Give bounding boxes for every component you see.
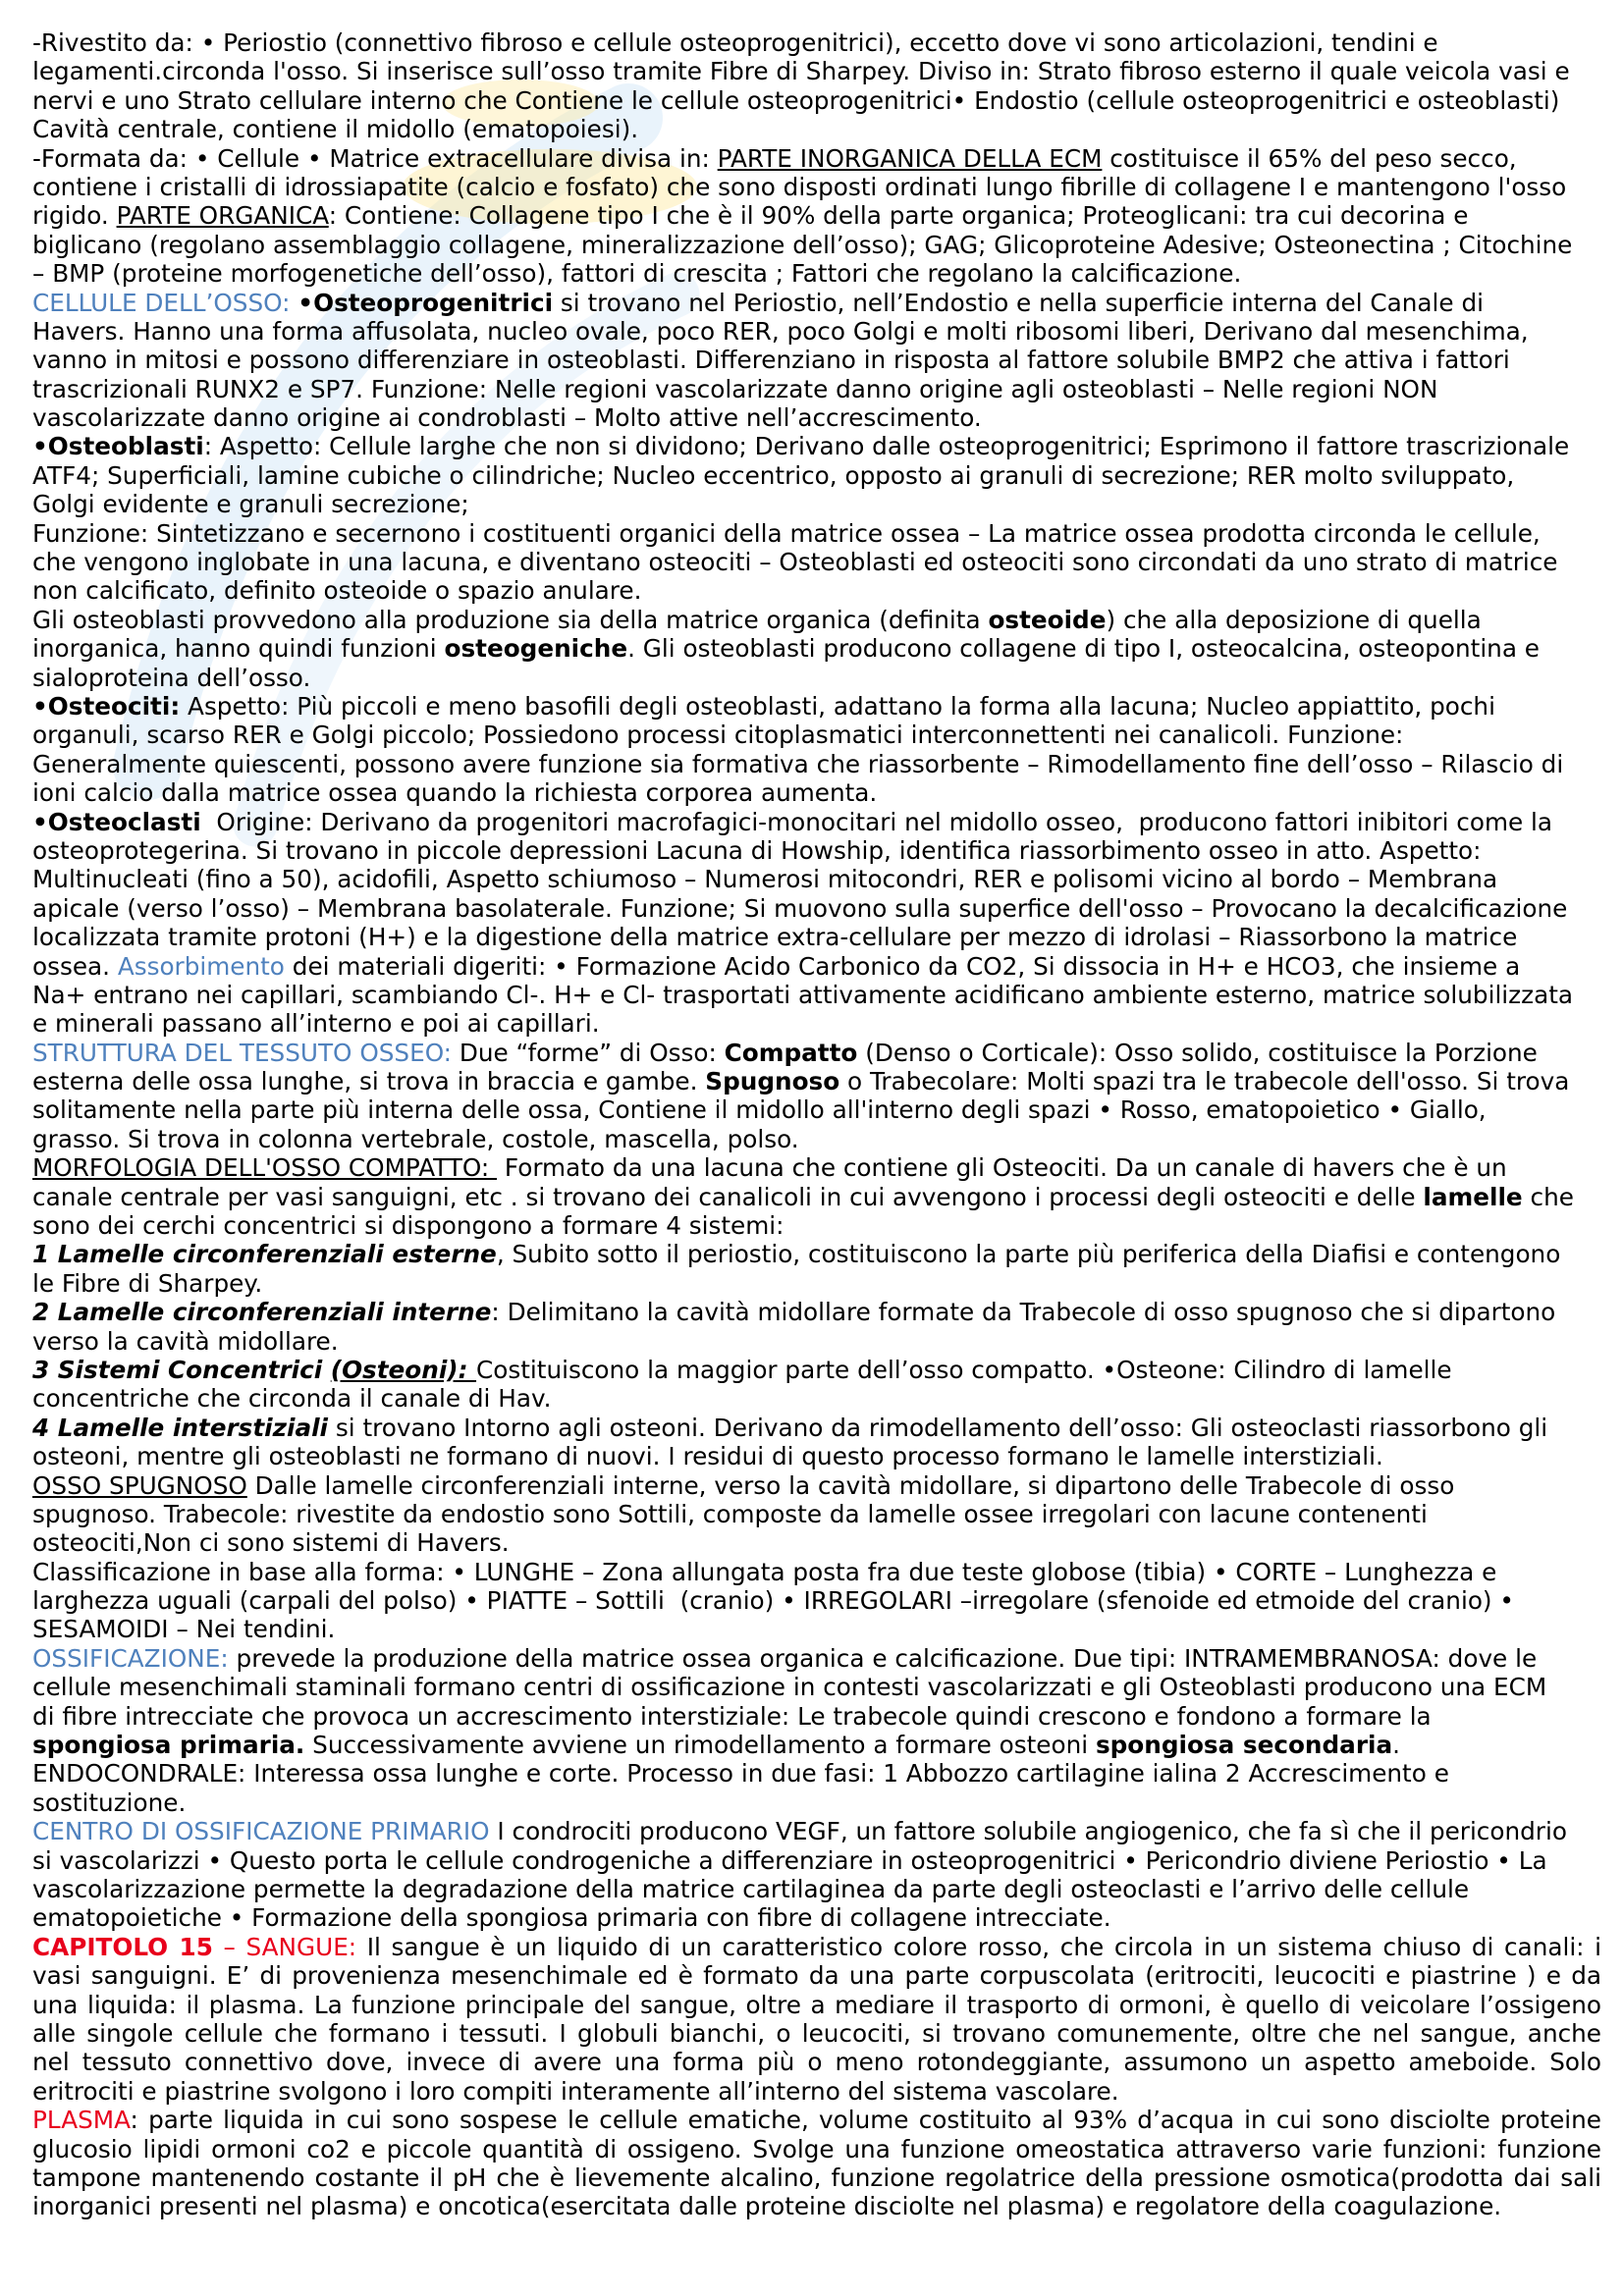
- text-run: cellule mesenchimali staminali formano centri di ossificazione in contesti vascolarizzati e gli Osteoblasti producono una ECM: [32, 1673, 1547, 1702]
- text-line: [32, 1558, 1601, 1586]
- text-run: si vascolarizzi • Questo porta le cellule condrogeniche a differenziare in osteoprogenitrici • Pericondrio diviene Periostio • La: [32, 1845, 1547, 1875]
- text-line: [32, 606, 1601, 634]
- text-line: [32, 1528, 1601, 1557]
- text-run: che: [1522, 1182, 1574, 1211]
- text-line: [32, 519, 1601, 548]
- text-run: tampone mantenendo costante il pH che è lievemente alcalino, funzione regolatrice della pressione osmotica(prodotta dai sali: [32, 2163, 1601, 2192]
- section-heading: STRUTTURA DEL TESSUTO OSSEO:: [32, 1038, 453, 1067]
- text-run: Aspetto: Più piccoli e meno basofili degli osteoblasti, adattano la forma alla lacuna; Nucleo appiattito, pochi: [180, 691, 1495, 721]
- text-run: – BMP (proteine morfogenetiche dell’osso), fattori di crescita ; Fattori che regolano la calcificazione.: [32, 259, 1242, 289]
- text-run: Gli osteoblasti provvedono alla produzione sia della matrice organica (definita: [32, 605, 989, 634]
- text-run: di fibre intrecciate che provoca un accrescimento interstiziale: Le trabecole quindi crescono e fondono a formare la: [32, 1701, 1432, 1731]
- text-run: prevede la produzione della matrice ossea organica e calcificazione. Due tipi: INTRAMEMBRANOSA: dove le: [228, 1643, 1538, 1673]
- text-line: [32, 115, 1601, 143]
- text-run: ioni calcio dalla matrice ossea quando la richiesta corporea aumenta.: [32, 778, 878, 808]
- underlined-heading: PARTE INORGANICA DELLA ECM: [717, 143, 1103, 173]
- text-run: organuli, scarso RER e Golgi piccolo; Possiedono processi citoplasmatici interconnettenti nei canalicoli. Funzione:: [32, 721, 1404, 750]
- text-line: [32, 461, 1601, 490]
- bold-term: •Osteoblasti: [32, 432, 204, 461]
- bold-term: Spugnoso: [705, 1067, 840, 1096]
- text-line: [32, 1817, 1601, 1845]
- text-line: [32, 403, 1601, 432]
- text-run: non calcificato, definito osteoide o spazio anulare.: [32, 576, 642, 606]
- text-line: [32, 1789, 1601, 1817]
- text-run: osteoni, mentre gli osteoblasti ne formano di nuovi. I residui di questo processo formano le lamelle interstiziali.: [32, 1442, 1383, 1471]
- text-line: [32, 1471, 1601, 1500]
- chapter-heading: – SANGUE:: [212, 1932, 357, 1961]
- text-line: [32, 1500, 1601, 1528]
- text-line: [32, 808, 1601, 836]
- chapter-number: CAPITOLO 15: [32, 1932, 213, 1961]
- lamella-system-title: 2 Lamelle circonferenziali interne: [32, 1298, 492, 1327]
- text-run: si trovano nel Periostio, nell’Endostio e nella superficie interna del Canale di: [553, 288, 1484, 317]
- text-line: [32, 2192, 1601, 2220]
- text-line: [32, 375, 1601, 403]
- text-line: [32, 1673, 1601, 1701]
- text-run: Dalle lamelle circonferenziali interne, verso la cavità midollare, si dipartono delle Trabecole di osso: [246, 1470, 1455, 1500]
- text-line: [32, 2019, 1601, 2048]
- text-line: [32, 231, 1601, 259]
- chapter-heading: PLASMA: [32, 2106, 131, 2135]
- text-line: [32, 28, 1601, 57]
- text-run: ENDOCONDRALE: Interessa ossa lunghe e corte. Processo in due fasi: 1 Abbozzo cartilagine ialina 2 Accrescimento e: [32, 1759, 1449, 1789]
- text-run: ematopoietiche • Formazione della spongiosa primaria con fibre di collagene intrecciate.: [32, 1903, 1111, 1933]
- text-run: I condrociti producono VEGF, un fattore solubile angiogenico, che fa sì che il pericondrio: [489, 1817, 1567, 1846]
- text-line: [32, 2048, 1601, 2076]
- text-line: [32, 317, 1601, 346]
- text-run: Classificazione in base alla forma: • LUNGHE – Zona allungata posta fra due teste globose (tibia) • CORTE – Lunghezza e: [32, 1557, 1497, 1586]
- text-run: rigido.: [32, 201, 117, 231]
- text-run: trascrizionali RUNX2 e SP7. Funzione: Nelle regioni vascolarizzate danno origine agli osteoblasti – Nelle regioni NON: [32, 374, 1438, 403]
- text-run: osteociti,Non ci sono sistemi di Havers.: [32, 1528, 510, 1558]
- lamella-system-title: (Osteoni):: [330, 1355, 477, 1384]
- text-line: [32, 259, 1601, 288]
- bold-term: •Osteoclasti: [32, 807, 201, 836]
- text-line: [32, 490, 1601, 518]
- text-line: [32, 1211, 1601, 1240]
- text-run: localizzata tramite protoni (H+) e la digestione della matrice extra-cellulare per mezzo di idrolasi – Riassorbono la matrice: [32, 923, 1518, 952]
- text-line: [32, 1039, 1601, 1067]
- text-line: [32, 346, 1601, 374]
- text-run: inorganici presenti nel plasma) e oncotica(esercitata dalle proteine disciolte nel plasma) e regolatore della coagulazione.: [32, 2192, 1502, 2221]
- text-run: : parte liquida in cui sono sospese le cellule ematiche, volume costituito al 93% d’acqua in cui sono disciolte proteine: [130, 2106, 1601, 2135]
- text-line: [32, 981, 1601, 1009]
- section-heading: OSSIFICAZIONE:: [32, 1643, 229, 1673]
- text-line: [32, 201, 1601, 230]
- text-run: .: [1392, 1731, 1400, 1760]
- bold-term: osteoide: [988, 605, 1107, 634]
- text-run: biglicano (regolano assemblaggio collagene, mineralizzazione dell’osso); GAG; Glicoproteine Adesive; Osteonectina ; Citochine: [32, 230, 1573, 259]
- lamella-system-title: 4 Lamelle interstiziali: [32, 1413, 329, 1442]
- text-line: [32, 1846, 1601, 1875]
- text-run: , Subito sotto il periostio, costituiscono la parte più periferica della Diafisi e contengono: [496, 1240, 1561, 1269]
- lamella-system-title: 1 Lamelle circonferenziali esterne: [32, 1240, 497, 1269]
- text-line: [32, 1731, 1601, 1759]
- text-run: e minerali passano all’interno e poi ai capillari.: [32, 1009, 600, 1039]
- underlined-heading: PARTE ORGANICA: [116, 201, 329, 231]
- text-run: SESAMOIDI – Nei tendini.: [32, 1615, 336, 1644]
- text-run: Cavità centrale, contiene il midollo (ematopoiesi).: [32, 115, 639, 144]
- text-run: . Gli osteoblasti producono collagene di tipo I, osteocalcina, osteopontina e: [627, 634, 1540, 664]
- text-line: [32, 548, 1601, 576]
- text-line: [32, 2163, 1601, 2192]
- bold-term: Compatto: [724, 1038, 858, 1067]
- text-run: : Contiene: Collagene tipo I che è il 90% della parte organica; Proteoglicani: tra cui decorina e: [328, 201, 1469, 231]
- text-run: Na+ entrano nei capillari, scambiando Cl-. H+ e Cl- trasportati attivamente acidificano ambiente esterno, matrice solubilizzata: [32, 980, 1574, 1009]
- text-run: costituisce il 65% del peso secco,: [1102, 143, 1517, 173]
- lamella-system-title: 3 Sistemi Concentrici: [32, 1355, 331, 1384]
- text-line: [32, 1125, 1601, 1153]
- text-line: [32, 173, 1601, 201]
- text-run: ATF4; Superficiali, lamine cubiche o cilindriche; Nucleo eccentrico, opposto ai granuli di secrezione; RER molto sviluppato,: [32, 460, 1515, 490]
- text-line: [32, 1933, 1601, 1961]
- text-run: Successivamente avviene un rimodellamento a formare osteoni: [304, 1731, 1096, 1760]
- text-run: eritrociti e piastrine svolgono i loro compiti interamente all’interno del sistema vascolare.: [32, 2076, 1119, 2106]
- text-line: [32, 1240, 1601, 1268]
- text-line: [32, 1298, 1601, 1326]
- text-line: [32, 1183, 1601, 1211]
- text-run: che vengono inglobate in una lacuna, e diventano osteociti – Osteoblasti ed osteociti sono circondati da uno strato di matrice: [32, 548, 1558, 577]
- text-line: [32, 2077, 1601, 2106]
- text-run: vascolarizzazione permette la degradazione della matrice cartilaginea da parte degli osteoclasti e l’arrivo delle cellule: [32, 1875, 1470, 1903]
- text-run: ) che alla deposizione di quella: [1106, 605, 1482, 634]
- text-run: si trovano Intorno agli osteoni. Derivano da rimodellamento dell’osso: Gli osteoclasti riassorbono gli: [328, 1413, 1548, 1442]
- text-run: canale centrale per vasi sanguigni, etc . si trovano dei canalicoli in cui avvengono i processi degli osteociti e delle: [32, 1182, 1424, 1211]
- underlined-heading: OSSO SPUGNOSO: [32, 1470, 247, 1500]
- text-run: nel tessuto connettivo dove, invece di avere una forma più o meno rotondeggiante, assumono un aspetto ameboide. Solo: [32, 2048, 1601, 2077]
- text-run: (Denso o Corticale): Osso solido, costituisce la Porzione: [857, 1038, 1538, 1067]
- text-run: dei materiali digeriti: • Formazione Acido Carbonico da CO2, Si dissocia in H+ e HCO3, che insieme a: [284, 951, 1521, 981]
- text-run: Multinucleati (fino a 50), acidofili, Aspetto schiumoso – Numerosi mitocondri, RER e polisomi vicino al bordo – Membrana: [32, 865, 1498, 894]
- text-run: concentriche che circonda il canale di Hav.: [32, 1384, 552, 1414]
- text-run: ossea.: [32, 951, 118, 981]
- text-run: osteoprotegerina. Si trovano in piccole depressioni Lacuna di Howship, identifica riassorbimento osseo in atto. Aspetto:: [32, 835, 1482, 865]
- text-line: [32, 1269, 1601, 1298]
- text-run: una liquida: il plasma. La funzione principale del sangue, oltre a mediare il trasporto di ormoni, è quello di veicolare l’ossigeno: [32, 1990, 1601, 2019]
- text-run: glucosio lipidi ormoni co2 e piccole quantità di ossigeno. Svolge una funzione omeostatica attraverso varie funzioni: funzione: [32, 2134, 1601, 2163]
- text-run: sialoproteina dell’osso.: [32, 663, 311, 692]
- text-run: esterna delle ossa lunghe, si trova in braccia e gambe.: [32, 1067, 706, 1096]
- bold-term: spongiosa primaria.: [32, 1731, 305, 1760]
- text-run: Havers. Hanno una forma affusolata, nucleo ovale, poco RER, poco Golgi e molti ribosomi liberi, Derivano dal mesenchima,: [32, 316, 1529, 346]
- text-run: spugnoso. Trabecole: rivestite da endostio sono Sottili, composte da lamelle ossee irregolari con lacune contenenti: [32, 1499, 1428, 1528]
- bold-term: osteogeniche: [444, 634, 628, 664]
- text-line: [32, 865, 1601, 893]
- text-run: Formato da una lacuna che contiene gli Osteociti. Da un canale di havers che è un: [497, 1153, 1507, 1183]
- text-line: [32, 1702, 1601, 1731]
- text-run: Due “forme” di Osso:: [452, 1038, 725, 1067]
- text-run: Generalmente quiescenti, possono avere funzione sia formativa che riassorbente – Rimodellamento fine dell’osso – Rilascio di: [32, 749, 1564, 778]
- section-heading: Assorbimento: [117, 951, 285, 981]
- text-line: [32, 1875, 1601, 1903]
- text-line: [32, 952, 1601, 981]
- underlined-heading: MORFOLOGIA DELL'OSSO COMPATTO:: [32, 1153, 498, 1183]
- text-line: [32, 1009, 1601, 1038]
- text-run: -Formata da: • Cellule • Matrice extracellulare divisa in:: [32, 143, 718, 173]
- text-run: vasi sanguigni. E’ di provenienza mesenchimale ed è formato da una parte corpuscolata (eritrociti, leucociti e piastrine ) e da: [32, 1961, 1601, 1991]
- text-run: apicale (verso l’osso) – Membrana basolaterale. Funzione; Si muovono sulla superfice dell'osso – Provocano la decalcificazione: [32, 893, 1568, 923]
- text-line: [32, 2106, 1601, 2134]
- text-line: [32, 57, 1601, 85]
- text-line: [32, 1153, 1601, 1182]
- text-run: : Delimitano la cavità midollare formate da Trabecole di osso spugnoso che si dipartono: [491, 1298, 1556, 1327]
- text-line: [32, 1356, 1601, 1384]
- text-run: Golgi evidente e granuli secrezione;: [32, 490, 469, 519]
- text-line: [32, 1644, 1601, 1673]
- text-line: [32, 1991, 1601, 2019]
- text-line: [32, 836, 1601, 865]
- text-run: Origine: Derivano da progenitori macrofagici-monocitari nel midollo osseo, producono fattori inibitori come la: [200, 807, 1553, 836]
- text-run: alle singole cellule che formano i tessuti. I globuli bianchi, o leucociti, si trovano comunemente, oltre che nel sangue, anche: [32, 2018, 1601, 2048]
- text-run: o Trabecolare: Molti spazi tra le trabecole dell'osso. Si trova: [839, 1067, 1570, 1096]
- text-line: [32, 721, 1601, 749]
- text-line: [32, 1903, 1601, 1932]
- text-run: nervi e uno Strato cellulare interno che Contiene le cellule osteoprogenitrici• Endostio (cellule osteoprogenitrici e osteoblasti): [32, 85, 1560, 115]
- text-line: [32, 1327, 1601, 1356]
- text-line: [32, 634, 1601, 663]
- text-run: grasso. Si trova in colonna vertebrale, costole, mascella, polso.: [32, 1124, 799, 1153]
- section-heading: CENTRO DI OSSIFICAZIONE PRIMARIO: [32, 1817, 490, 1846]
- text-line: [32, 923, 1601, 951]
- text-run: Funzione: Sintetizzano e secernono i costituenti organici della matrice ossea – La matrice ossea prodotta circonda le cellule,: [32, 518, 1541, 548]
- text-line: [32, 1615, 1601, 1643]
- text-run: le Fibre di Sharpey.: [32, 1268, 263, 1298]
- bold-term: •Osteociti:: [32, 691, 181, 721]
- text-run: sostituzione.: [32, 1788, 187, 1817]
- text-line: [32, 894, 1601, 923]
- text-run: inorganica, hanno quindi funzioni: [32, 634, 445, 664]
- text-line: [32, 778, 1601, 807]
- text-line: [32, 1586, 1601, 1615]
- text-run: solitamente nella parte più interna delle ossa, Contiene il midollo all'interno degli spazi • Rosso, ematopoietico • Giallo,: [32, 1095, 1487, 1125]
- text-line: [32, 664, 1601, 692]
- text-line: [32, 576, 1601, 605]
- text-line: [32, 86, 1601, 115]
- section-heading: CELLULE DELL’OSSO:: [32, 288, 291, 317]
- text-run: verso la cavità midollare.: [32, 1326, 339, 1356]
- text-line: [32, 750, 1601, 778]
- text-line: [32, 2135, 1601, 2163]
- text-line: [32, 289, 1601, 317]
- text-run: contiene i cristalli di idrossiapatite (calcio e fosfato) che sono disposti ordinati lungo fibrille di collagene I e mantengono l'osso: [32, 172, 1567, 201]
- text-run: legamenti.circonda l'osso. Si inserisce sull’osso tramite Fibre di Sharpey. Diviso in: Strato fibroso esterno il quale veicola vasi e: [32, 57, 1570, 86]
- text-line: [32, 144, 1601, 173]
- text-run: larghezza uguali (carpali del polso) • PIATTE – Sottili (cranio) • IRREGOLARI –irregolare (sfenoide ed etmoide del cranio) •: [32, 1586, 1514, 1616]
- text-line: [32, 1384, 1601, 1413]
- text-line: [32, 692, 1601, 721]
- bold-term: spongiosa secondaria: [1095, 1731, 1393, 1760]
- text-run: Il sangue è un liquido di un caratteristico colore rosso, che circola in un sistema chiuso di canali: i: [356, 1932, 1601, 1961]
- text-line: [32, 1759, 1601, 1788]
- text-run: : Aspetto: Cellule larghe che non si dividono; Derivano dalle osteoprogenitrici; Esprimono il fattore trascrizionale: [203, 432, 1570, 461]
- text-line: [32, 432, 1601, 460]
- text-run: -Rivestito da: • Periostio (connettivo fibroso e cellule osteoprogenitrici), eccetto dove vi sono articolazioni, tendini e: [32, 28, 1438, 57]
- text-line: [32, 1442, 1601, 1470]
- text-run: sono dei cerchi concentrici si dispongono a formare 4 sistemi:: [32, 1211, 784, 1241]
- text-line: [32, 1414, 1601, 1442]
- text-line: [32, 1095, 1601, 1124]
- text-run: Costituiscono la maggior parte dell’osso compatto. •Osteone: Cilindro di lamelle: [476, 1355, 1452, 1384]
- bold-term: •Osteoprogenitrici: [298, 288, 554, 317]
- text-line: [32, 1067, 1601, 1095]
- text-run: vascolarizzate danno origine ai condroblasti – Molto attive nell’accrescimento.: [32, 403, 982, 433]
- text-run: vanno in mitosi e possono differenziare in osteoblasti. Differenziano in risposta al fattore solubile BMP2 che attiva i fattori: [32, 346, 1510, 375]
- bold-term: lamelle: [1423, 1182, 1523, 1211]
- text-line: [32, 1961, 1601, 1990]
- document-body: [32, 28, 1601, 2221]
